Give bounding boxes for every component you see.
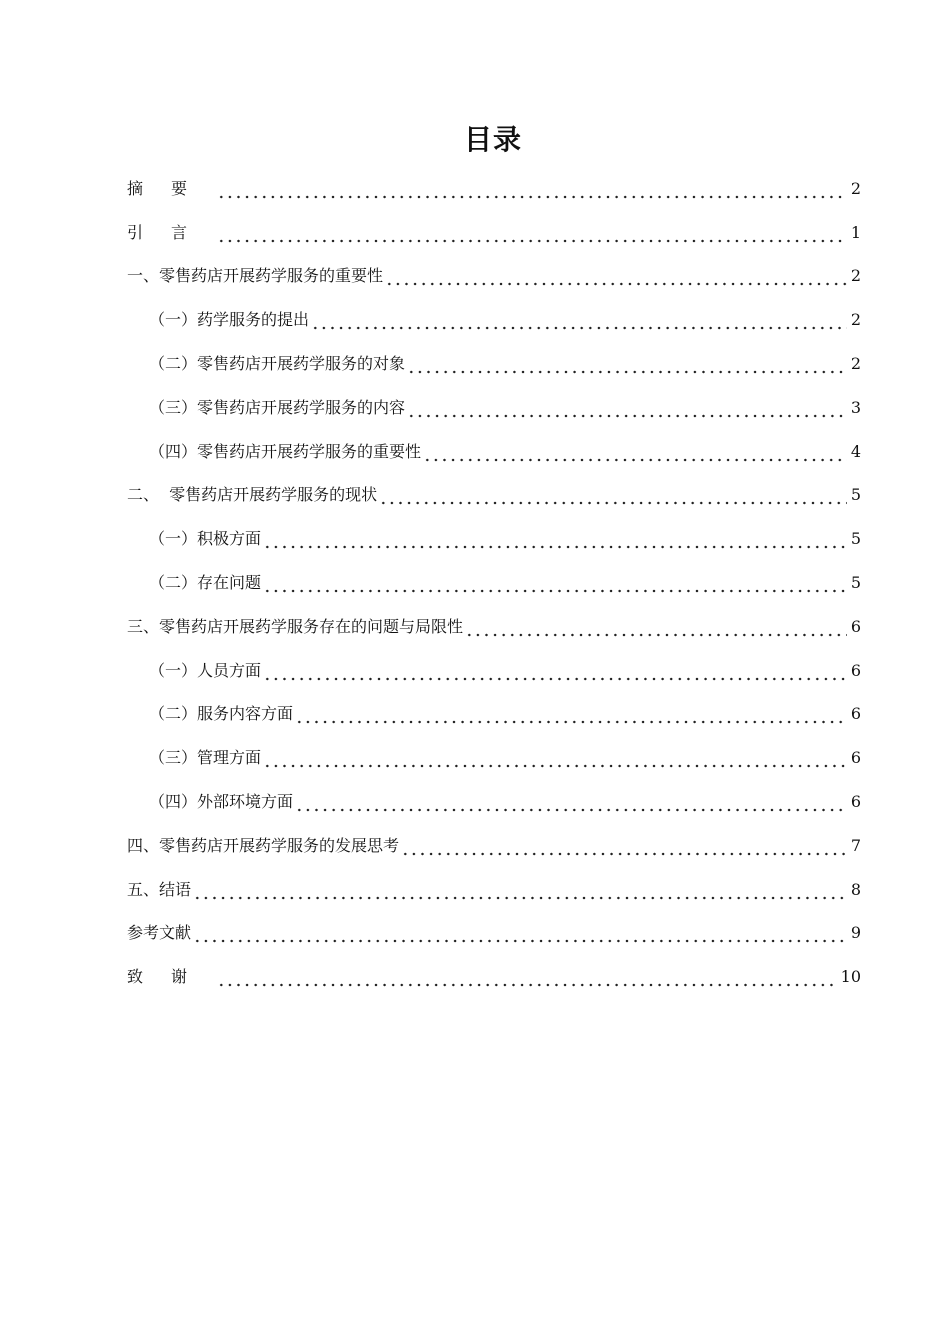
toc-entry[interactable] xyxy=(127,465,861,509)
toc-entry-page: 2 xyxy=(850,353,861,373)
toc-entry-label: 参考文献 xyxy=(127,923,192,943)
toc-entry-label: （二）零售药店开展药学服务的对象 xyxy=(149,353,406,373)
toc-leader-dots xyxy=(263,747,847,769)
toc-entry[interactable] xyxy=(127,289,861,333)
toc-entry-label: （三）零售药店开展药学服务的内容 xyxy=(149,397,406,417)
toc-entry[interactable] xyxy=(127,333,861,377)
toc-entry-label: 摘要 xyxy=(127,178,216,198)
toc-entry-label: 四、零售药店开展药学服务的发展思考 xyxy=(127,835,400,855)
toc-entry[interactable] xyxy=(127,596,861,640)
toc-entry[interactable] xyxy=(127,508,861,552)
toc-entry-label: （四）零售药店开展药学服务的重要性 xyxy=(149,441,422,461)
toc-entry-label: 三、零售药店开展药学服务存在的问题与局限性 xyxy=(127,616,464,636)
toc-entry-label: （三）管理方面 xyxy=(149,748,262,768)
toc-entry[interactable] xyxy=(127,859,861,903)
toc-entry-page: 3 xyxy=(850,397,861,417)
toc-entry[interactable] xyxy=(127,946,861,990)
toc-entry-label: （四）外部环境方面 xyxy=(149,791,294,811)
toc-leader-dots xyxy=(217,178,847,200)
toc-list xyxy=(127,158,861,990)
toc-entry-label: 引言 xyxy=(127,222,216,242)
toc-leader-dots xyxy=(217,966,837,988)
toc-leader-dots xyxy=(263,572,847,594)
toc-entry-page: 2 xyxy=(850,310,861,330)
toc-entry-page: 5 xyxy=(850,529,861,549)
toc-entry[interactable] xyxy=(127,903,861,947)
toc-entry-page: 6 xyxy=(850,616,861,636)
toc-entry-page: 2 xyxy=(850,266,861,286)
toc-entry-label: 二、 零售药店开展药学服务的现状 xyxy=(127,485,378,505)
toc-entry-page: 6 xyxy=(850,748,861,768)
toc-leader-dots xyxy=(465,616,847,638)
toc-leader-dots xyxy=(401,835,847,857)
toc-entry-page: 5 xyxy=(850,572,861,592)
toc-leader-dots xyxy=(407,397,847,419)
toc-entry-label: （一）积极方面 xyxy=(149,529,262,549)
toc-entry-page: 8 xyxy=(850,879,861,899)
toc-leader-dots xyxy=(263,528,847,550)
toc-entry[interactable] xyxy=(127,377,861,421)
toc-entry[interactable] xyxy=(127,158,861,202)
toc-entry-label: 五、结语 xyxy=(127,879,192,899)
toc-leader-dots xyxy=(295,703,847,725)
toc-entry-page: 6 xyxy=(850,791,861,811)
toc-entry-label: 一、零售药店开展药学服务的重要性 xyxy=(127,266,384,286)
toc-entry[interactable] xyxy=(127,727,861,771)
toc-entry-page: 2 xyxy=(850,178,861,198)
toc-entry-page: 5 xyxy=(850,485,861,505)
toc-entry[interactable] xyxy=(127,421,861,465)
toc-leader-dots xyxy=(263,660,847,682)
toc-entry[interactable] xyxy=(127,246,861,290)
toc-leader-dots xyxy=(385,265,847,287)
toc-entry-page: 6 xyxy=(850,704,861,724)
toc-leader-dots xyxy=(311,309,847,331)
toc-entry-label: （一）人员方面 xyxy=(149,660,262,680)
toc-entry[interactable] xyxy=(127,684,861,728)
toc-entry-page: 4 xyxy=(850,441,861,461)
toc-entry-label: （一）药学服务的提出 xyxy=(149,310,310,330)
toc-entry-page: 9 xyxy=(850,923,861,943)
toc-leader-dots xyxy=(295,791,847,813)
toc-entry[interactable] xyxy=(127,815,861,859)
toc-entry[interactable] xyxy=(127,202,861,246)
toc-entry-page: 7 xyxy=(850,835,861,855)
toc-title: 目录 xyxy=(463,123,522,156)
toc-leader-dots xyxy=(379,484,847,506)
toc-entry-label: （二）服务内容方面 xyxy=(149,704,294,724)
toc-entry-label: （二）存在问题 xyxy=(149,572,262,592)
toc-leader-dots xyxy=(407,353,847,375)
toc-entry[interactable] xyxy=(127,552,861,596)
toc-leader-dots xyxy=(193,922,847,944)
toc-entry-page: 1 xyxy=(850,222,861,242)
toc-leader-dots xyxy=(193,879,847,901)
toc-leader-dots xyxy=(423,441,847,463)
toc-entry[interactable] xyxy=(127,771,861,815)
toc-leader-dots xyxy=(217,222,847,244)
toc-entry-label: 致谢 xyxy=(127,967,216,987)
toc-entry[interactable] xyxy=(127,640,861,684)
toc-entry-page: 10 xyxy=(840,967,861,987)
toc-entry-page: 6 xyxy=(850,660,861,680)
